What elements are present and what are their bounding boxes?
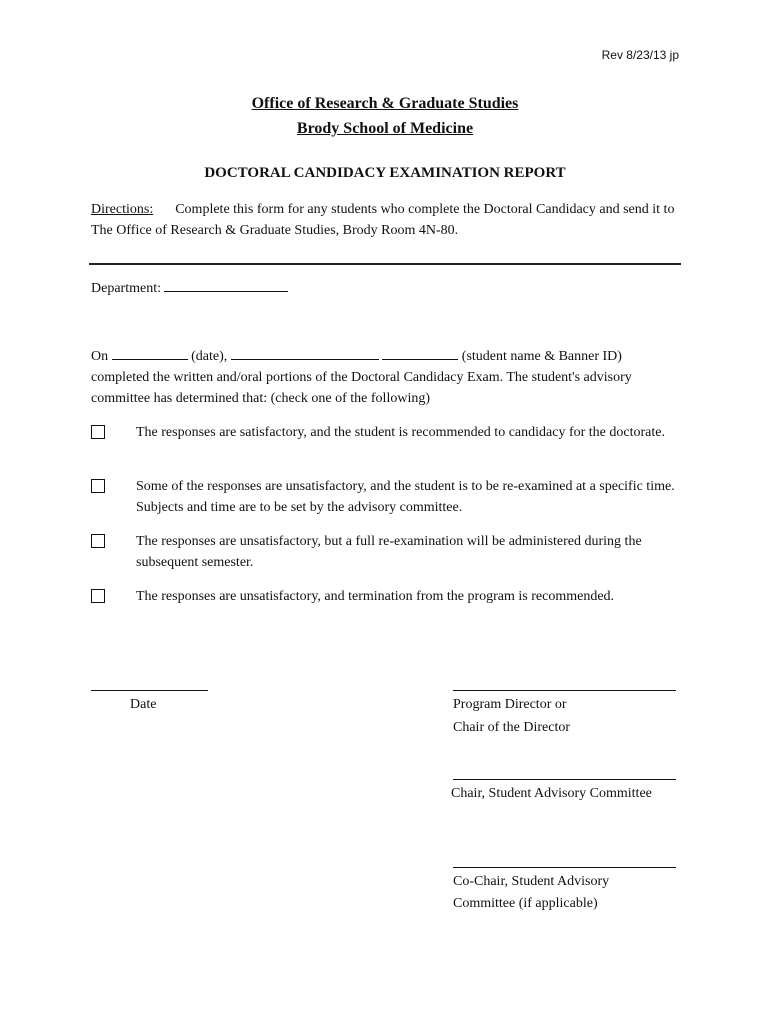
director-label-2: Chair of the Director: [453, 720, 571, 735]
chair-label: Chair, Student Advisory Committee: [451, 786, 652, 801]
option-text: Some of the responses are unsatisfactory, and the student is to be re-examined at a specific time. Subjects and time are to be set by the advisory committee.: [136, 479, 675, 515]
statement-rest: completed the written and/oral portions of the Doctoral Candidacy Exam. The student's advisory committee has determined that: (check one of the following): [91, 370, 632, 406]
department-field[interactable]: [164, 279, 288, 292]
divider: [89, 263, 681, 265]
date-label: Date: [130, 697, 157, 712]
school-title: Brody School of Medicine: [296, 120, 474, 137]
banner-id-field[interactable]: [382, 347, 458, 360]
directions-text: Complete this form for any students who complete the Doctoral Candidacy and send it to The Office of Research & Graduate Studies, Brody Room 4N-80.: [91, 202, 675, 238]
statement-paragraph: [91, 346, 681, 409]
office-title: Office of Research & Graduate Studies: [251, 95, 519, 112]
cochair-signature-line[interactable]: [453, 867, 676, 868]
statement-on: On: [91, 349, 109, 364]
checkbox-full-reexam[interactable]: [91, 534, 105, 548]
statement-date-label: (date),: [191, 349, 228, 364]
checkbox-reexamine[interactable]: [91, 479, 105, 493]
option-text: The responses are unsatisfactory, but a full re-examination will be administered during the subsequent semester.: [136, 534, 642, 570]
office-heading: [0, 95, 770, 113]
directions: [91, 199, 681, 241]
date-field[interactable]: [112, 347, 188, 360]
student-name-field[interactable]: [231, 347, 379, 360]
cochair-label-2: Committee (if applicable): [453, 896, 598, 911]
directions-label: Directions:: [91, 202, 154, 217]
report-title: DOCTORAL CANDIDACY EXAMINATION REPORT: [204, 165, 566, 181]
chair-signature-line[interactable]: [453, 779, 676, 780]
cochair-label-1: Co-Chair, Student Advisory: [453, 874, 610, 889]
date-signature-line[interactable]: [91, 690, 208, 691]
checkbox-satisfactory[interactable]: [91, 425, 105, 439]
school-heading: [0, 120, 770, 138]
statement-student-label: (student name & Banner ID): [461, 349, 622, 364]
department-row: [91, 279, 288, 297]
option-text: The responses are satisfactory, and the student is recommended to candidacy for the doctorate.: [136, 425, 665, 440]
option-text: The responses are unsatisfactory, and termination from the program is recommended.: [136, 589, 615, 604]
director-label-1: Program Director or: [453, 697, 567, 712]
checkbox-termination[interactable]: [91, 589, 105, 603]
revision-note: Rev 8/23/13 jp: [601, 48, 679, 62]
department-label: Department:: [91, 281, 161, 296]
director-signature-line[interactable]: [453, 690, 676, 691]
